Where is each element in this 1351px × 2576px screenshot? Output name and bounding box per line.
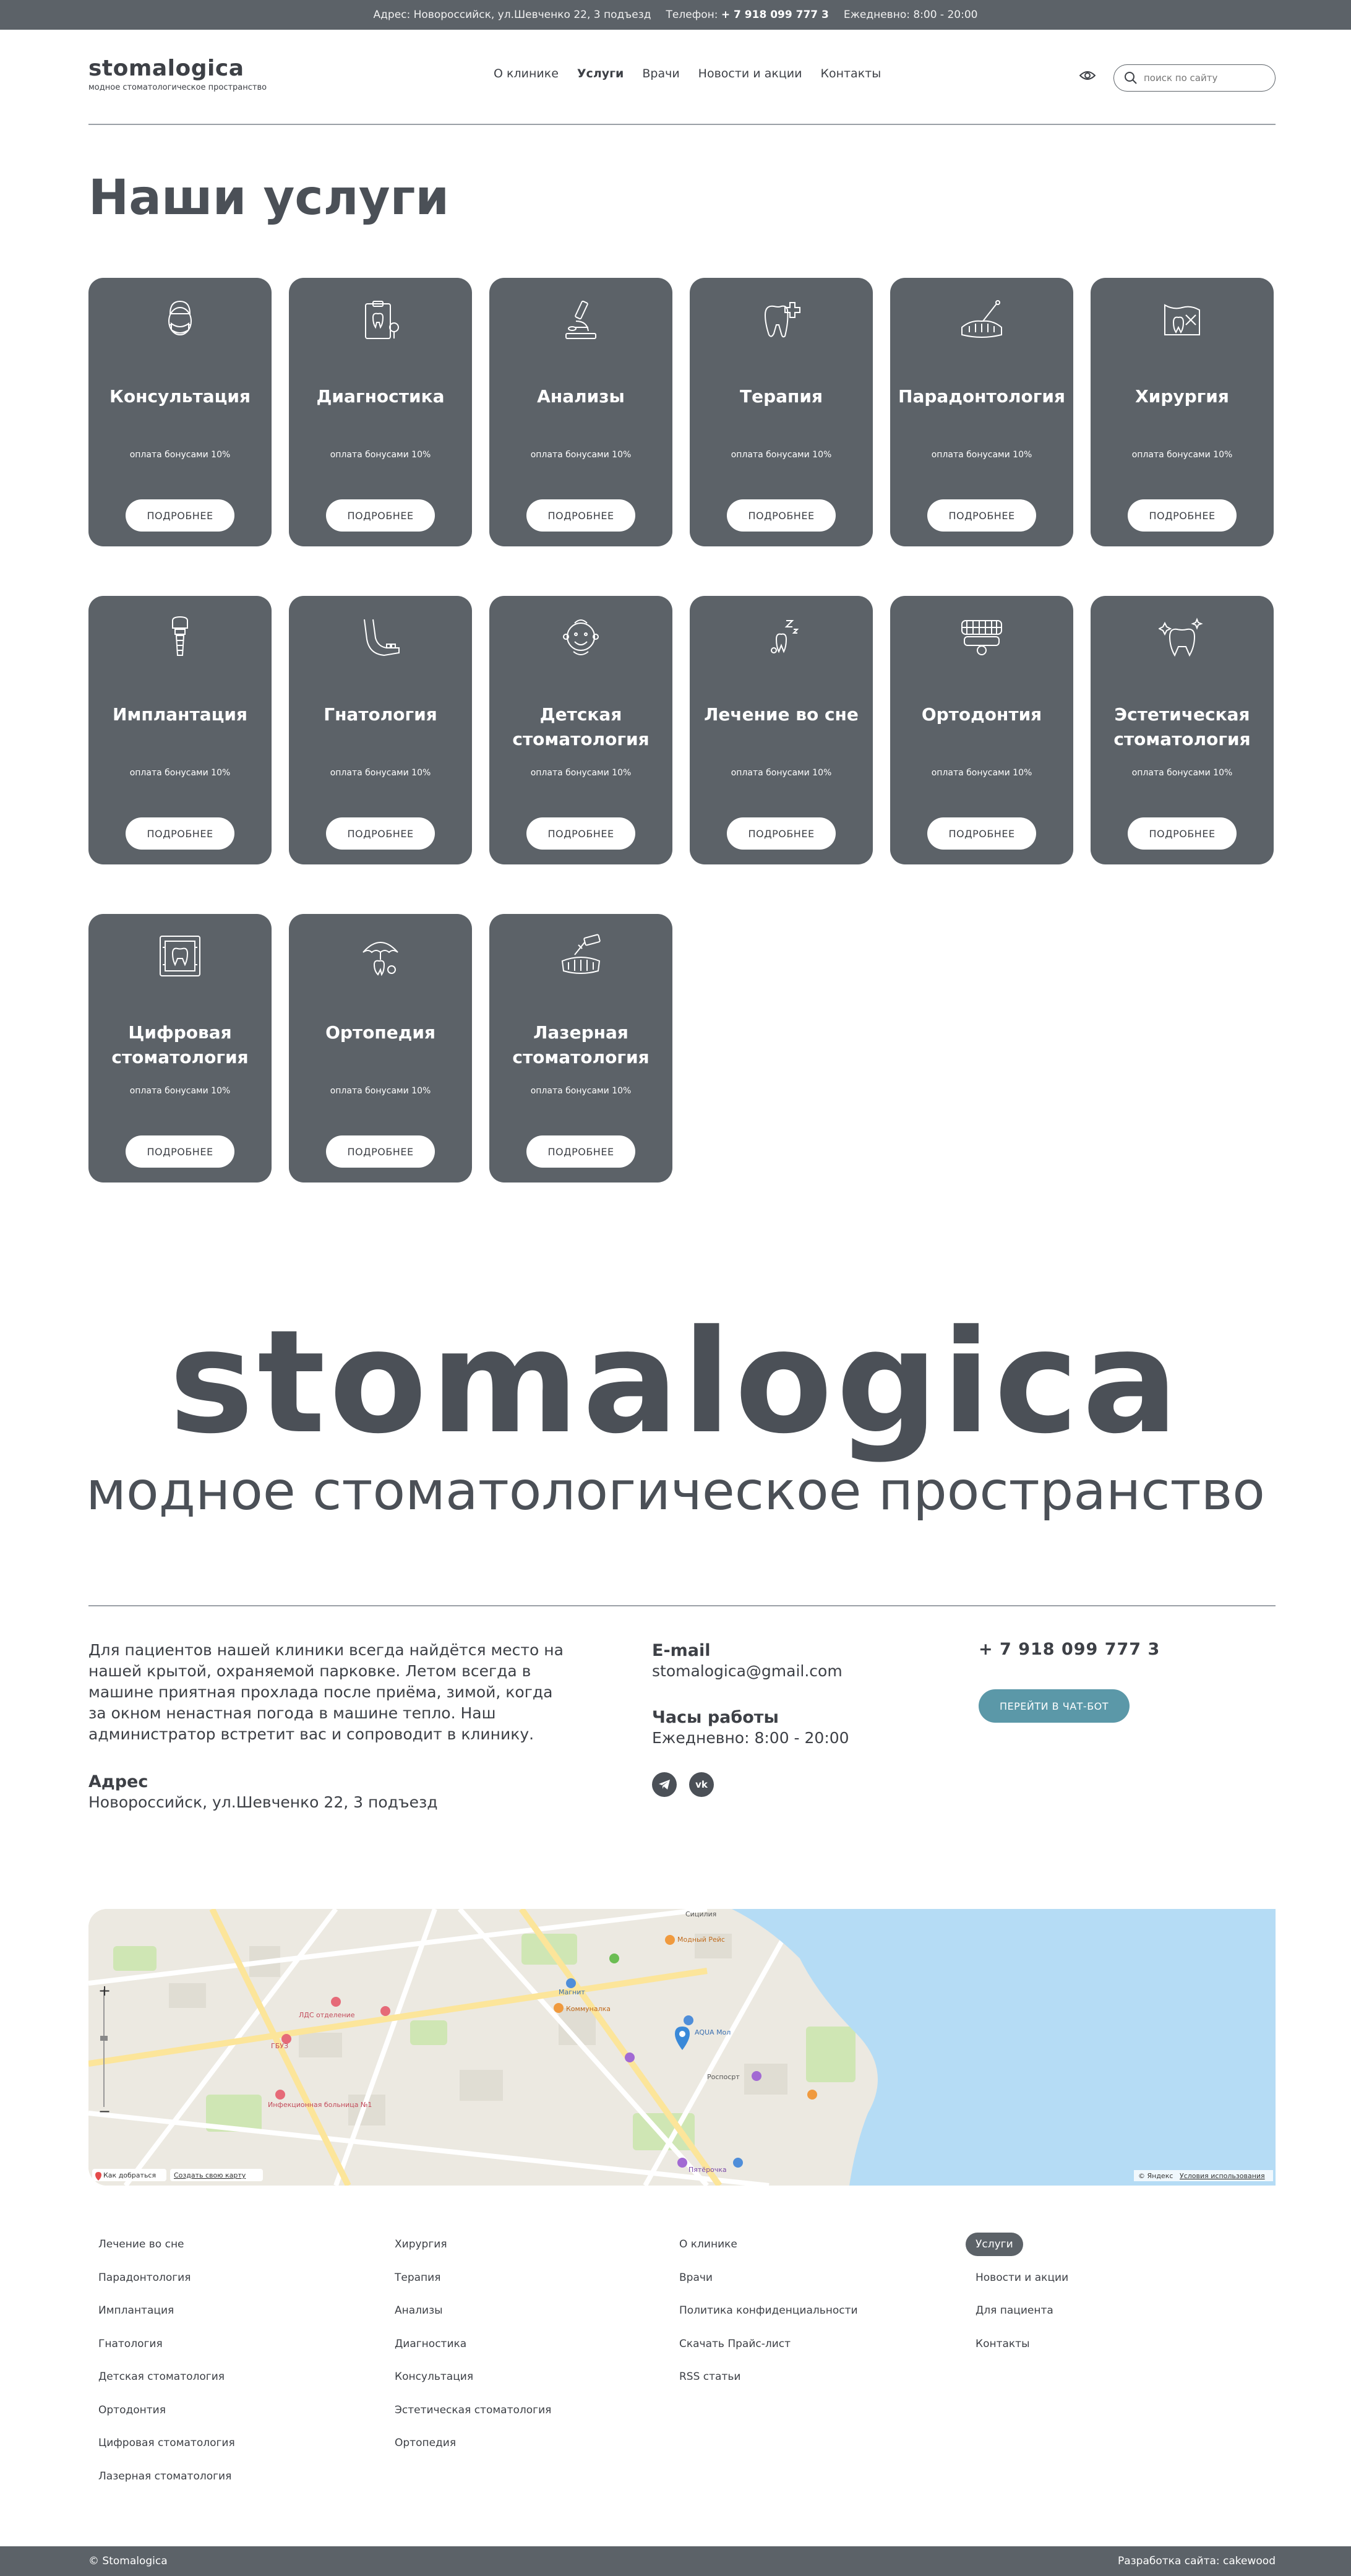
site-logo[interactable]: stomalogica [88,56,244,81]
nav-item-news[interactable]: Новости и акции [698,67,802,80]
clipboard-tooth-icon [357,296,404,343]
service-bonus: оплата бонусами 10% [1131,450,1233,460]
footer-link[interactable]: Гнатология [98,2337,163,2350]
sleep-tooth-icon [758,614,805,661]
more-button[interactable]: ПОДРОБНЕЕ [326,817,435,850]
more-button[interactable]: ПОДРОБНЕЕ [927,499,1036,532]
footer-link[interactable]: Новости и акции [976,2271,1069,2284]
footer-link[interactable]: RSS статьи [679,2371,741,2383]
doctor-mask-icon [157,296,204,343]
footer-link[interactable]: Хирургия [395,2238,447,2251]
map-copyright: © Яндекс [1138,2172,1173,2180]
service-bonus: оплата бонусами 10% [931,450,1032,460]
brand-logo-large: stomalogica [169,1300,1182,1465]
service-bonus: оплата бонусами 10% [530,768,632,778]
surgery-icon [1159,296,1206,343]
footer-link-active[interactable]: Услуги [966,2238,1068,2271]
search-icon [1124,71,1138,85]
nav-item-about[interactable]: О клинике [494,67,559,80]
service-bonus: оплата бонусами 10% [129,768,231,778]
service-card[interactable] [489,278,672,546]
contact-phone[interactable]: + 7 918 099 777 3 [979,1640,1160,1659]
service-card[interactable] [88,278,272,546]
top-info-bar [0,0,1351,30]
more-button[interactable]: ПОДРОБНЕЕ [326,499,435,532]
more-button[interactable]: ПОДРОБНЕЕ [126,1135,234,1168]
service-name: Лечение во сне [704,704,859,725]
footer-link[interactable]: Терапия [395,2271,441,2284]
service-bonus: оплата бонусами 10% [330,1086,431,1096]
service-name: Терапия [740,386,823,407]
footer-link[interactable]: Цифровая стоматология [98,2437,235,2449]
site-tagline: модное стоматологическое пространство [88,83,267,92]
map-canvas[interactable] [88,1909,1276,2186]
service-card[interactable] [489,914,672,1182]
digital-scan-icon [157,933,204,980]
service-bonus: оплата бонусами 10% [330,768,431,778]
footer-link[interactable]: О клинике [679,2238,737,2251]
nav-item-services[interactable]: Услуги [577,67,624,80]
map-zoom-out[interactable]: − [98,2103,111,2120]
developer-link[interactable]: Разработка сайта: cakewood [1117,2555,1276,2567]
service-name: Консультация [109,386,251,407]
service-name: Гнатология [324,704,437,725]
brand-tagline-large: модное стоматологическое пространство [86,1460,1265,1522]
sparkle-tooth-icon [1159,614,1206,661]
bottom-bar [0,2546,1351,2576]
yandex-map[interactable] [88,1909,1276,2186]
contacts-divider [88,1605,1276,1606]
service-name: Имплантация [113,704,247,725]
more-button[interactable]: ПОДРОБНЕЕ [1128,499,1237,532]
footer-link[interactable]: Парадонтология [98,2271,191,2284]
copyright: © Stomalogica [88,2555,168,2567]
map-zoom-in[interactable]: + [98,1982,111,1999]
service-name: Цифровая стоматология [111,1022,249,1067]
address-label: Адрес [88,1772,148,1791]
footer-link[interactable]: Консультация [395,2371,474,2383]
more-button[interactable]: ПОДРОБНЕЕ [326,1135,435,1168]
map-label-pyaterochka: Пятёрочка [688,2166,727,2174]
service-bonus: оплата бонусами 10% [129,1086,231,1096]
vk-icon[interactable]: vk [689,1772,714,1797]
page-title: Наши услуги [88,170,450,226]
site-header [88,56,1276,99]
footer-link[interactable]: Ортодонтия [98,2403,166,2416]
footer-col-nav [966,2238,1068,2370]
service-name: Парадонтология [898,386,1065,407]
hours-value: Ежедневно: 8:00 - 20:00 [652,1729,849,1747]
more-button[interactable]: ПОДРОБНЕЕ [727,499,836,532]
laser-icon [557,933,604,980]
service-bonus: оплата бонусами 10% [330,450,431,460]
service-card[interactable] [690,278,873,546]
nav-item-doctors[interactable]: Врачи [642,67,680,80]
more-button[interactable]: ПОДРОБНЕЕ [526,1135,635,1168]
footer-link[interactable]: Лазерная стоматология [98,2470,232,2483]
child-face-icon [557,614,604,661]
service-name: Эстетическая стоматология [1113,704,1251,749]
footer-link[interactable]: Для пациента [976,2304,1053,2317]
map-label-sicilia: Сицилия [685,1910,717,1918]
service-card[interactable] [289,914,472,1182]
map-label-rosp: Роспосрт [707,2073,740,2081]
topbar-address: Адрес: Новороссийск, ул.Шевченко 22, 3 подъезд [373,9,651,21]
footer-link[interactable]: Детская стоматология [98,2371,225,2383]
topbar-hours: Ежедневно: 8:00 - 20:00 [843,9,978,21]
jaw-icon [357,614,404,661]
implant-icon [157,614,204,661]
service-name: Ортопедия [325,1022,435,1043]
email-label: E-mail [652,1641,711,1660]
service-name: Лазерная стоматология [512,1022,650,1067]
service-card[interactable] [88,914,272,1182]
hours-label: Часы работы [652,1708,779,1727]
service-name: Диагностика [316,386,445,407]
service-card[interactable] [489,596,672,864]
service-name: Анализы [537,386,625,407]
footer-link[interactable]: Имплантация [98,2304,174,2317]
map-label-magnit: Магнит [559,1988,585,1996]
service-card[interactable] [890,278,1073,546]
service-name: Ортодонтия [921,704,1042,725]
footer-link[interactable]: Политика конфиденциальности [679,2304,858,2317]
map-label-moda: Модный Рейс [677,1936,725,1944]
service-card[interactable] [890,596,1073,864]
map-create-link[interactable]: Создать свою карту [174,2171,246,2179]
map-route-link[interactable]: Как добраться [103,2171,157,2179]
more-button[interactable]: ПОДРОБНЕЕ [927,817,1036,850]
footer-link[interactable]: Лечение во сне [98,2238,184,2251]
service-card[interactable] [1091,278,1274,546]
service-card[interactable] [88,596,272,864]
map-terms-link[interactable]: Условия использования [1180,2172,1265,2180]
map-label-ldc: ЛДС отделение [299,2011,355,2019]
service-name: Детская стоматология [512,704,650,749]
service-bonus: оплата бонусами 10% [731,768,832,778]
parking-info: Для пациентов нашей клиники всегда найдётся место на нашей крытой, охраняемой парковке. Летом всегда в машине приятная прохлада после приёма, зимой, когда за окном ненастная погода в машине тепло. Наш администратор встретит вас и сопроводит в клинику. [88,1641,564,1743]
footer-link[interactable]: Контакты [976,2337,1030,2350]
footer-link[interactable]: Скачать Прайс-лист [679,2337,791,2350]
more-button[interactable]: ПОДРОБНЕЕ [727,817,836,850]
more-button[interactable]: ПОДРОБНЕЕ [126,817,234,850]
service-bonus: оплата бонусами 10% [731,450,832,460]
footer-col-services-2 [385,2238,551,2470]
map-label-aqua: AQUA Мол [695,2028,731,2036]
address-value: Новороссийск, ул.Шевченко 22, 3 подъезд [88,1793,438,1811]
nav-item-contacts[interactable]: Контакты [820,67,881,80]
service-card[interactable] [289,596,472,864]
telegram-icon[interactable] [652,1772,677,1797]
service-card[interactable] [1091,596,1274,864]
service-bonus: оплата бонусами 10% [1131,768,1233,778]
eye-icon[interactable] [1079,69,1096,82]
footer-link[interactable]: Анализы [395,2304,443,2317]
service-bonus: оплата бонусами 10% [129,450,231,460]
footer-col-info [669,2238,858,2403]
header-divider [88,124,1276,125]
main-nav [494,67,881,80]
footer-col-services-1 [88,2238,235,2502]
service-bonus: оплата бонусами 10% [530,1086,632,1096]
search-input[interactable] [1144,72,1261,84]
topbar-phone[interactable]: Телефон: + 7 918 099 777 3 [666,9,829,21]
more-button[interactable]: ПОДРОБНЕЕ [526,817,635,850]
search-box[interactable] [1113,64,1276,92]
gum-tool-icon [958,296,1005,343]
map-label-kommunalka: Коммуналка [566,2005,611,2013]
microscope-icon [557,296,604,343]
email-link[interactable]: stomalogica@gmail.com [652,1662,843,1680]
footer-link[interactable]: Диагностика [395,2337,467,2350]
umbrella-tooth-icon [357,933,404,980]
map-label-hospital: Инфекционная больница №1 [268,2101,372,2109]
footer-link[interactable]: Врачи [679,2271,713,2284]
more-button[interactable]: ПОДРОБНЕЕ [526,499,635,532]
service-bonus: оплата бонусами 10% [931,768,1032,778]
chat-bot-button[interactable]: ПЕРЕЙТИ В ЧАТ-БОТ [979,1689,1130,1723]
footer-link[interactable]: Ортопедия [395,2437,457,2449]
service-card[interactable] [289,278,472,546]
service-name: Хирургия [1135,386,1229,407]
footer-link[interactable]: Эстетическая стоматология [395,2403,552,2416]
more-button[interactable]: ПОДРОБНЕЕ [126,499,234,532]
map-label-geo: ГБУЗ [271,2042,289,2050]
braces-icon [958,614,1005,661]
more-button[interactable]: ПОДРОБНЕЕ [1128,817,1237,850]
service-card[interactable] [690,596,873,864]
service-bonus: оплата бонусами 10% [530,450,632,460]
tooth-plus-icon [758,296,805,343]
